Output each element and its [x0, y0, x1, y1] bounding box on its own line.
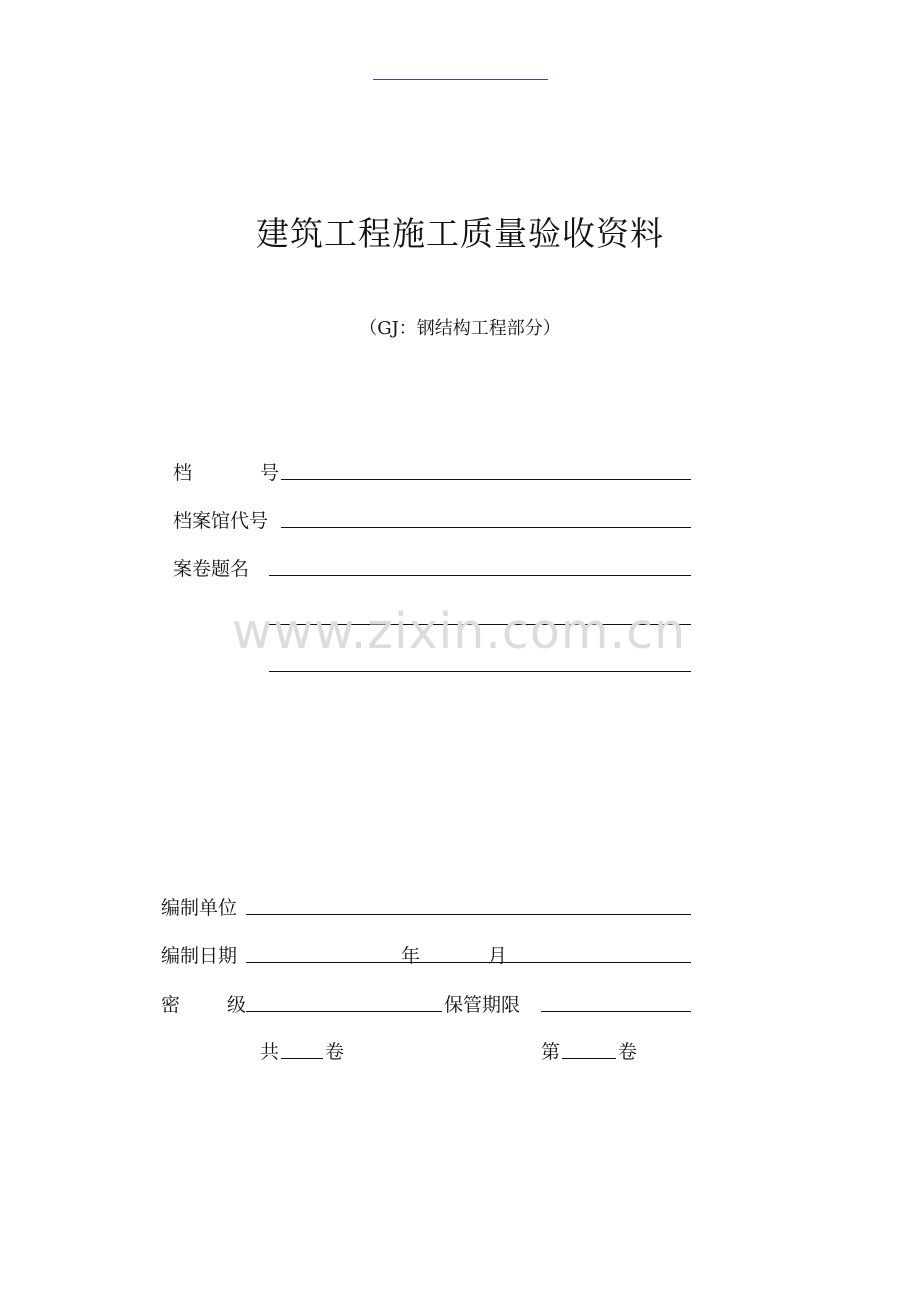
document-title: 建筑工程施工质量验收资料: [256, 214, 664, 253]
file-title-field-line-3[interactable]: [269, 671, 691, 672]
total-label: 共: [260, 1041, 280, 1063]
archive-office-code-label: 档案馆代号: [173, 510, 269, 532]
compiling-unit-field[interactable]: [246, 914, 691, 915]
secrecy-label-1: 密: [161, 994, 181, 1016]
retention-period-label: 保管期限: [444, 994, 521, 1016]
header-rule: [373, 79, 548, 80]
watermark: www.zixin.com.cn: [232, 603, 687, 660]
volume-no-field[interactable]: [562, 1058, 616, 1059]
year-label: 年: [401, 945, 421, 967]
archive-no-label-1: 档: [173, 462, 193, 484]
month-label: 月: [488, 945, 508, 967]
file-title-label: 案卷题名: [173, 558, 250, 580]
volume-label: 卷: [325, 1041, 345, 1063]
secrecy-label-2: 级: [227, 994, 247, 1016]
archive-no-field[interactable]: [281, 479, 691, 480]
volume-no-suffix: 卷: [618, 1041, 638, 1063]
secrecy-field[interactable]: [246, 1011, 442, 1012]
total-volumes-field[interactable]: [281, 1058, 323, 1059]
volume-no-label: 第: [541, 1041, 561, 1063]
compiling-date-label: 编制日期: [161, 945, 238, 967]
archive-no-label-2: 号: [260, 462, 280, 484]
retention-period-field[interactable]: [541, 1011, 691, 1012]
file-title-field-line-1[interactable]: [269, 575, 691, 576]
archive-office-code-field[interactable]: [281, 527, 691, 528]
compiling-date-field[interactable]: [246, 962, 691, 963]
compiling-unit-label: 编制单位: [161, 897, 238, 919]
document-subtitle: （GJ：钢结构工程部分）: [359, 318, 561, 339]
